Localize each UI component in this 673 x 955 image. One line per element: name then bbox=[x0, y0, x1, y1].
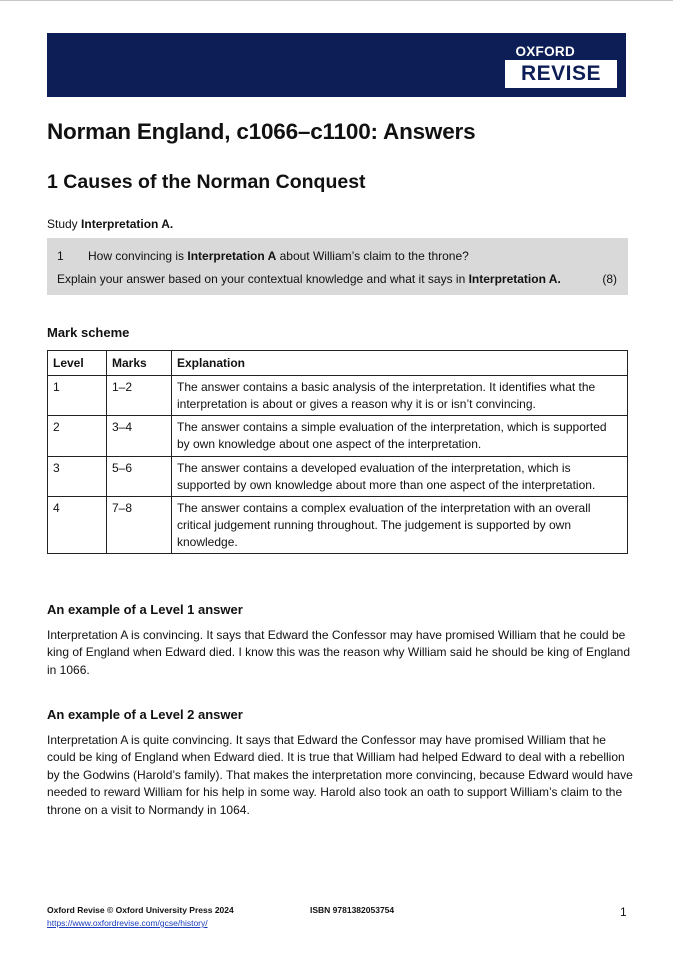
table-row bbox=[48, 456, 628, 496]
table-row bbox=[48, 416, 628, 456]
question-line1-bold: Interpretation A bbox=[187, 249, 277, 263]
question-line-2 bbox=[57, 271, 561, 287]
question-number: 1 bbox=[57, 249, 64, 263]
question-marks: (8) bbox=[602, 272, 617, 286]
row-level: 3 bbox=[48, 456, 107, 496]
example-level2-heading: An example of a Level 2 answer bbox=[47, 707, 243, 722]
section-title: 1 Causes of the Norman Conquest bbox=[47, 171, 366, 193]
row-explanation: The answer contains a basic analysis of the interpretation. It identifies what the interpretation is about or gives a reason why it is or isn’t convincing. bbox=[172, 376, 628, 416]
mark-scheme-title: Mark scheme bbox=[47, 325, 130, 340]
row-level: 2 bbox=[48, 416, 107, 456]
footer-url-link[interactable]: https://www.oxfordrevise.com/gcse/history/ bbox=[47, 918, 208, 928]
row-marks: 1–2 bbox=[107, 376, 172, 416]
question-line1-pre: How convincing is bbox=[88, 249, 188, 263]
row-marks: 7–8 bbox=[107, 497, 172, 554]
question-line-1 bbox=[57, 248, 469, 264]
logo-revise-text: REVISE bbox=[505, 60, 617, 88]
header-explanation: Explanation bbox=[172, 351, 628, 376]
question-box bbox=[47, 238, 628, 295]
table-row bbox=[48, 376, 628, 416]
footer-copyright: Oxford Revise © Oxford University Press 2024 bbox=[47, 905, 234, 915]
study-interpretation: Interpretation A. bbox=[81, 217, 174, 231]
table-row bbox=[48, 497, 628, 554]
header-marks: Marks bbox=[107, 351, 172, 376]
row-explanation: The answer contains a developed evaluation of the interpretation, which is supported by own knowledge about more than one aspect of the interpretation. bbox=[172, 456, 628, 496]
row-explanation: The answer contains a complex evaluation of the interpretation with an overall critical judgement running throughout. The judgement is supported by own knowledge. bbox=[172, 497, 628, 554]
question-line1-post: about William’s claim to the throne? bbox=[276, 249, 469, 263]
footer-left bbox=[47, 904, 234, 930]
footer-isbn: ISBN 9781382053754 bbox=[310, 905, 395, 915]
row-marks: 3–4 bbox=[107, 416, 172, 456]
study-instruction bbox=[47, 215, 173, 233]
row-level: 4 bbox=[48, 497, 107, 554]
row-explanation: The answer contains a simple evaluation of the interpretation, which is supported by own knowledge about one aspect of the interpretation. bbox=[172, 416, 628, 456]
question-line2-bold: Interpretation A. bbox=[468, 272, 561, 286]
top-rule bbox=[0, 0, 673, 1]
header-level: Level bbox=[48, 351, 107, 376]
page-title: Norman England, c1066–c1100: Answers bbox=[47, 119, 476, 144]
page-number: 1 bbox=[620, 905, 627, 919]
row-level: 1 bbox=[48, 376, 107, 416]
logo-oxford-text: OXFORD bbox=[515, 44, 575, 59]
header-banner bbox=[47, 33, 626, 97]
study-prefix: Study bbox=[47, 217, 82, 231]
example-level2-text: Interpretation A is quite convincing. It says that Edward the Confessor may have promised William that he could be king of England when Edward died. It is true that William had helped Edward to deal with a rebellion by the Godwins (Harold’s family). That makes the interpretation more convincing, because Edward would have needed to reward William for his help in some way. Harold also took an oath to support William’s claim to the throne on a visit to Normandy in 1064. bbox=[47, 733, 633, 817]
question-line2-pre: Explain your answer based on your contextual knowledge and what it says in bbox=[57, 272, 469, 286]
mark-scheme-table bbox=[47, 350, 628, 554]
oxford-revise-logo bbox=[505, 43, 617, 88]
table-header-row bbox=[48, 351, 628, 376]
example-level1-heading: An example of a Level 1 answer bbox=[47, 602, 243, 617]
example-level1-text: Interpretation A is convincing. It says that Edward the Confessor may have promised William that he could be king of England when Edward died. I know this was the reason why William said he should be king of England in 1066. bbox=[47, 628, 631, 677]
row-marks: 5–6 bbox=[107, 456, 172, 496]
